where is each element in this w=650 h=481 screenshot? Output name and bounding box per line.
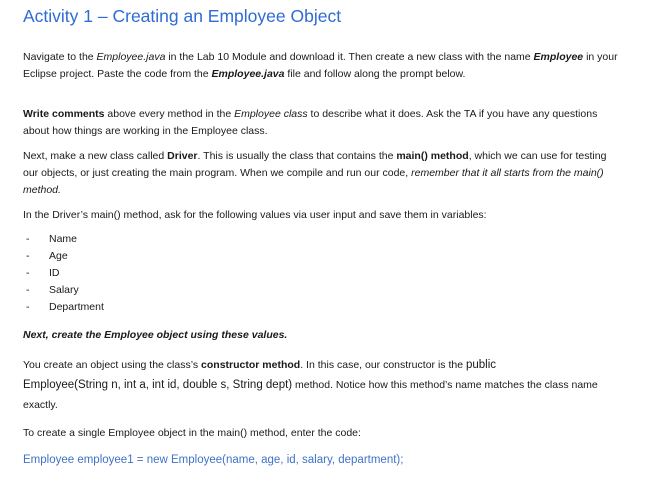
class-name: Driver xyxy=(167,150,198,162)
intro-paragraph xyxy=(23,49,623,83)
list-marker: - xyxy=(26,284,30,296)
variable-list xyxy=(26,231,104,316)
list-item xyxy=(26,282,104,299)
class-name: Employee class xyxy=(234,108,308,120)
constructor-signature: Employee(String n, int a, int id, double s, String dept) xyxy=(23,379,293,391)
list-marker: - xyxy=(26,267,30,279)
constructor-paragraph xyxy=(23,355,623,415)
text: file and follow along the prompt below. xyxy=(284,68,466,80)
text: , which we can use for testing our objects, or just creating the main program. When we compile and run our code, xyxy=(23,150,607,179)
activity-title: Activity 1 – Creating an Employee Object xyxy=(23,6,342,26)
list-item-label: ID xyxy=(49,267,60,279)
input-paragraph: In the Driver’s main() method, ask for the following values via user input and save them in variables: xyxy=(23,209,487,221)
code-intro-paragraph: To create a single Employee object in the main() method, enter the code: xyxy=(23,427,361,439)
text: to describe what it does. Ask the TA if you have any questions about how things are working in the Employee class. xyxy=(23,108,598,137)
emphasis: remember that it all starts from the main() method. xyxy=(23,167,604,196)
text: You create an object using the class’s xyxy=(23,359,202,371)
file-name: Employee.java xyxy=(96,51,166,63)
emphasis: constructor method xyxy=(201,359,301,371)
list-item-label: Salary xyxy=(49,284,79,296)
text: above every method in the xyxy=(104,108,235,120)
list-item-label: Department xyxy=(49,301,104,313)
list-marker: - xyxy=(26,301,30,313)
text: method. Notice how this method’s name matches the class name exactly. xyxy=(23,379,598,411)
keyword: public xyxy=(465,359,497,371)
text: in your Eclipse project. Paste the code from the xyxy=(23,51,618,80)
emphasis: Write comments xyxy=(23,108,105,120)
list-item xyxy=(26,231,104,248)
list-item xyxy=(26,265,104,282)
text: Next, make a new class called xyxy=(23,150,168,162)
list-item xyxy=(26,299,104,316)
driver-paragraph xyxy=(23,148,623,199)
list-marker: - xyxy=(26,250,30,262)
list-item xyxy=(26,248,104,265)
text: Navigate to the xyxy=(23,51,97,63)
class-name: Employee xyxy=(533,51,584,63)
comments-paragraph xyxy=(23,106,623,140)
text: in the Lab 10 Module and download it. Then create a new class with the name xyxy=(165,51,534,63)
text: . In this case, our constructor is the xyxy=(300,359,466,371)
file-name: Employee.java xyxy=(211,68,285,80)
list-marker: - xyxy=(26,233,30,245)
text: . This is usually the class that contains the xyxy=(197,150,397,162)
list-item-label: Name xyxy=(49,233,78,245)
emphasis: main() method xyxy=(396,150,469,162)
code-snippet: Employee employee1 = new Employee(name, age, id, salary, department); xyxy=(23,454,404,466)
list-item-label: Age xyxy=(49,250,68,262)
create-object-heading: Next, create the Employee object using these values. xyxy=(23,329,288,341)
